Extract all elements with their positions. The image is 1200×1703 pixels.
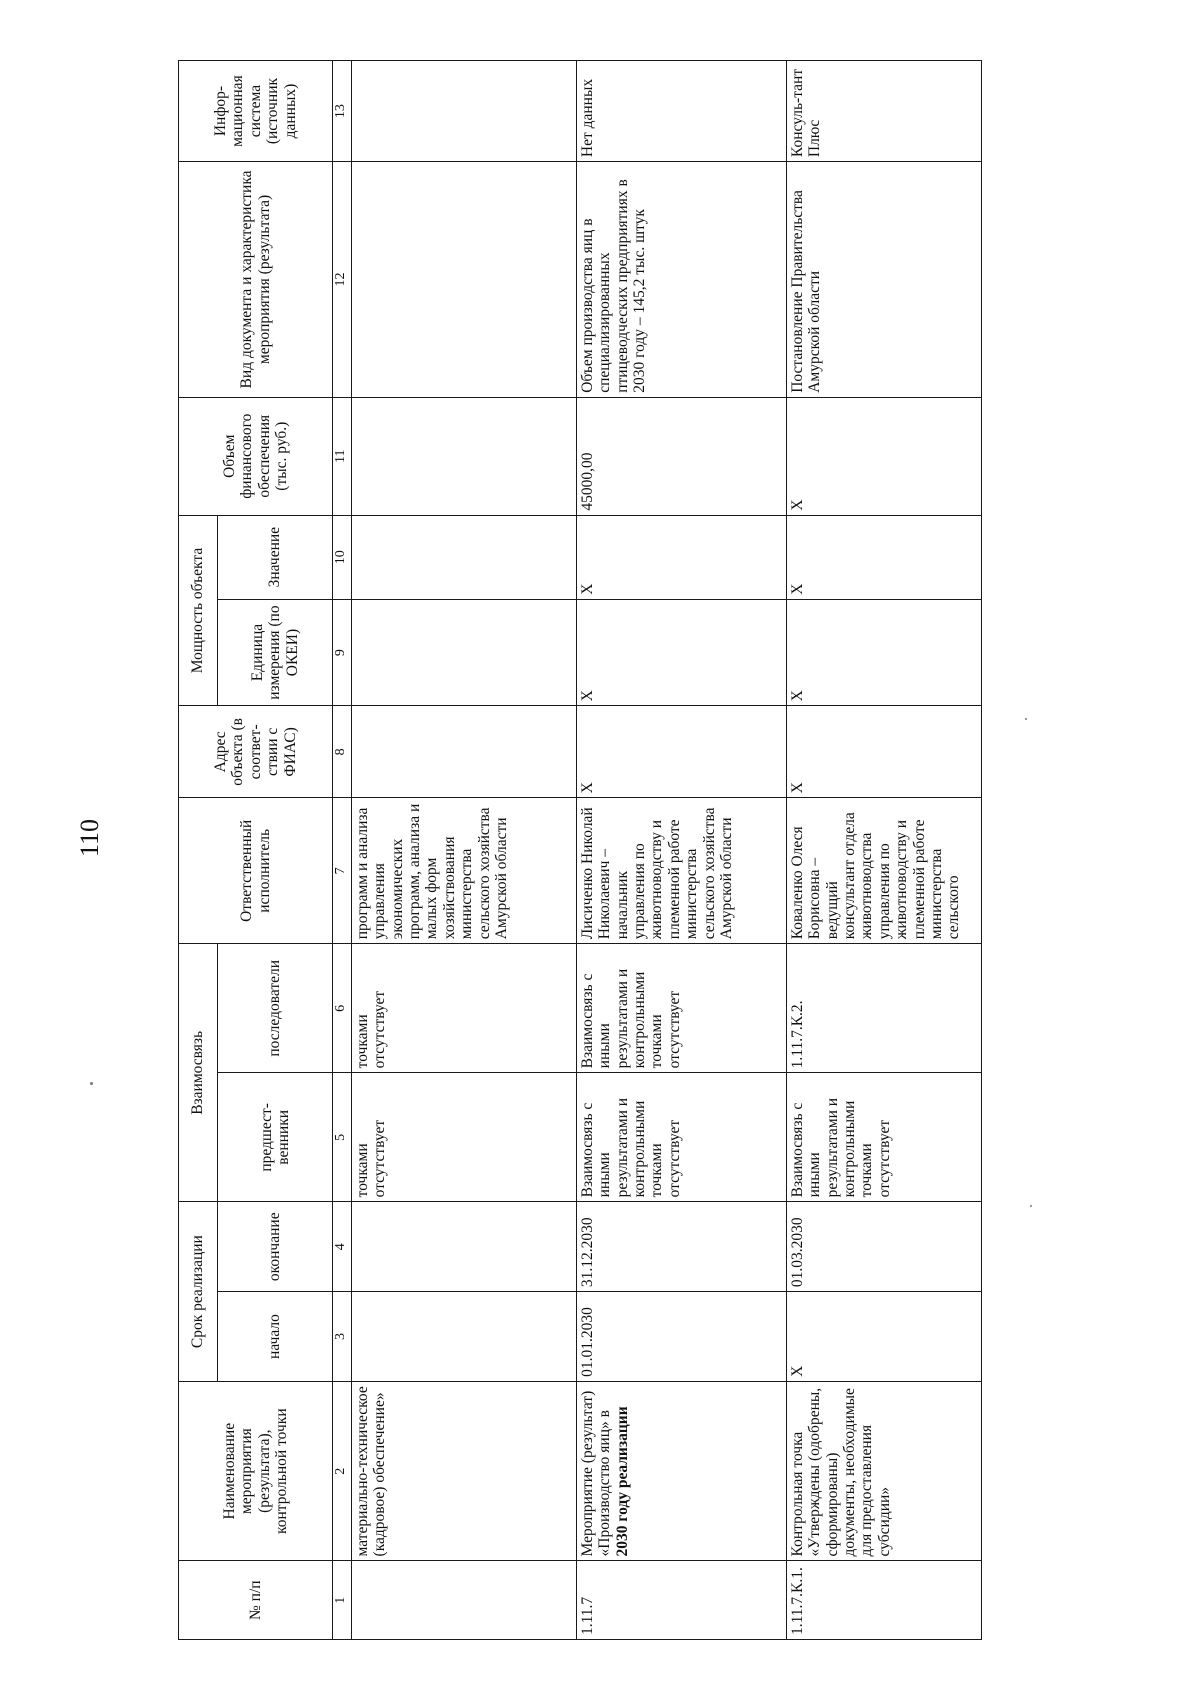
cell-info: [352, 61, 577, 162]
activities-table: [178, 60, 982, 1640]
cell-executor: Лисиченко Николай Николаевич – начальник управления по животноводству и племенной работе министерства сельского хозяйства Амурской области: [577, 798, 787, 944]
header-info: Инфор-мационная система (источник данных): [179, 61, 333, 162]
cell-name-lead: Мероприятие (результат) «Производство яиц» в: [579, 1390, 614, 1557]
col-number: 10: [333, 515, 352, 599]
header-link: Взаимосвязь: [179, 944, 218, 1202]
header-term-start: начало: [218, 1292, 333, 1382]
cell-succ: точками отсутствует: [352, 944, 577, 1073]
header-name: Наименование мероприятия (результата), контрольной точки: [179, 1381, 333, 1561]
rotated-table-wrapper: [178, 60, 1018, 1640]
cell-value: Х: [787, 515, 982, 599]
col-number: 4: [333, 1202, 352, 1292]
header-finance: Объем финансового обеспечения (тыс. руб.): [179, 397, 333, 515]
table-row: [577, 61, 787, 1640]
cell-name: материально-техническое (кадровое) обеспечение»: [352, 1381, 577, 1561]
cell-num: 1.11.7: [577, 1561, 787, 1640]
cell-info: Консуль-тант Плюс: [787, 61, 982, 162]
cell-unit: Х: [577, 599, 787, 706]
header-executor: Ответственный исполнитель: [179, 798, 333, 944]
scan-speck: [1025, 718, 1027, 720]
cell-start: 01.01.2030: [577, 1292, 787, 1382]
cell-doc: Постановление Правительства Амурской области: [787, 162, 982, 398]
col-number: 9: [333, 599, 352, 706]
header-doc: Вид документа и характеристика мероприятия (результата): [179, 162, 333, 398]
header-power: Мощность объекта: [179, 515, 218, 706]
cell-pred: точками отсутствует: [352, 1073, 577, 1202]
col-number: 2: [333, 1381, 352, 1561]
cell-executor: Коваленко Олеся Борисовна – ведущий консультант отдела животноводства управления по животноводству и племенной работе министерства сельского: [787, 798, 982, 944]
cell-name: Контрольная точка «Утверждены (одобрены, сформированы) документы, необходимые для предоставления субсидии»: [787, 1381, 982, 1561]
cell-value: Х: [577, 515, 787, 599]
col-number: 8: [333, 706, 352, 798]
col-number: 12: [333, 162, 352, 398]
col-number: 7: [333, 798, 352, 944]
header-num: № п/п: [179, 1561, 333, 1640]
cell-end: 31.12.2030: [577, 1202, 787, 1292]
scan-speck: [90, 1082, 93, 1085]
cell-address: Х: [787, 706, 982, 798]
cell-name-bold: 2030 году реализации: [613, 1406, 631, 1557]
cell-address: Х: [577, 706, 787, 798]
cell-doc: [352, 162, 577, 398]
column-number-row: [333, 61, 352, 1640]
cell-finance: [352, 397, 577, 515]
table-row: [352, 61, 577, 1640]
cell-end: [352, 1202, 577, 1292]
header-link-pred: предшест-венники: [218, 1073, 333, 1202]
scan-speck: [1030, 1205, 1032, 1207]
header-power-value: Значение: [218, 515, 333, 599]
header-power-unit: Единица измерения (по ОКЕИ): [218, 599, 333, 706]
cell-finance: Х: [787, 397, 982, 515]
cell-pred: Взаимосвязь с иными результатами и контрольными точками отсутствует: [577, 1073, 787, 1202]
col-number: 11: [333, 397, 352, 515]
cell-address: [352, 706, 577, 798]
col-number: 3: [333, 1292, 352, 1382]
page-number: 110: [75, 818, 104, 858]
cell-doc: Объем производства яиц в специализированных птицеводческих предприятиях в 2030 году – 145,2 тыс. штук: [577, 162, 787, 398]
header-link-succ: последователи: [218, 944, 333, 1073]
cell-num: [352, 1561, 577, 1640]
cell-num: 1.11.7.К.1.: [787, 1561, 982, 1640]
col-number: 1: [333, 1561, 352, 1640]
cell-info: Нет данных: [577, 61, 787, 162]
cell-executor: программ и анализа управления экономических программ, анализа и малых форм хозяйствования министерства сельского хозяйства Амурской области: [352, 798, 577, 944]
header-row-1: [179, 61, 218, 1640]
cell-unit: [352, 599, 577, 706]
cell-end: 01.03.2030: [787, 1202, 982, 1292]
cell-value: [352, 515, 577, 599]
table-row: [787, 61, 982, 1640]
cell-succ: 1.11.7.К.2.: [787, 944, 982, 1073]
cell-unit: Х: [787, 599, 982, 706]
col-number: 5: [333, 1073, 352, 1202]
col-number: 13: [333, 61, 352, 162]
cell-start: [352, 1292, 577, 1382]
cell-pred: Взаимосвязь с иными результатами и контрольными точками отсутствует: [787, 1073, 982, 1202]
cell-finance: 45000,00: [577, 397, 787, 515]
cell-name: [577, 1381, 787, 1561]
header-address: Адрес объекта (в соответ-ствии с ФИАС): [179, 706, 333, 798]
col-number: 6: [333, 944, 352, 1073]
header-term: Срок реализации: [179, 1202, 218, 1382]
cell-start: Х: [787, 1292, 982, 1382]
cell-succ: Взаимосвязь с иными результатами и контрольными точками отсутствует: [577, 944, 787, 1073]
header-term-end: окончание: [218, 1202, 333, 1292]
